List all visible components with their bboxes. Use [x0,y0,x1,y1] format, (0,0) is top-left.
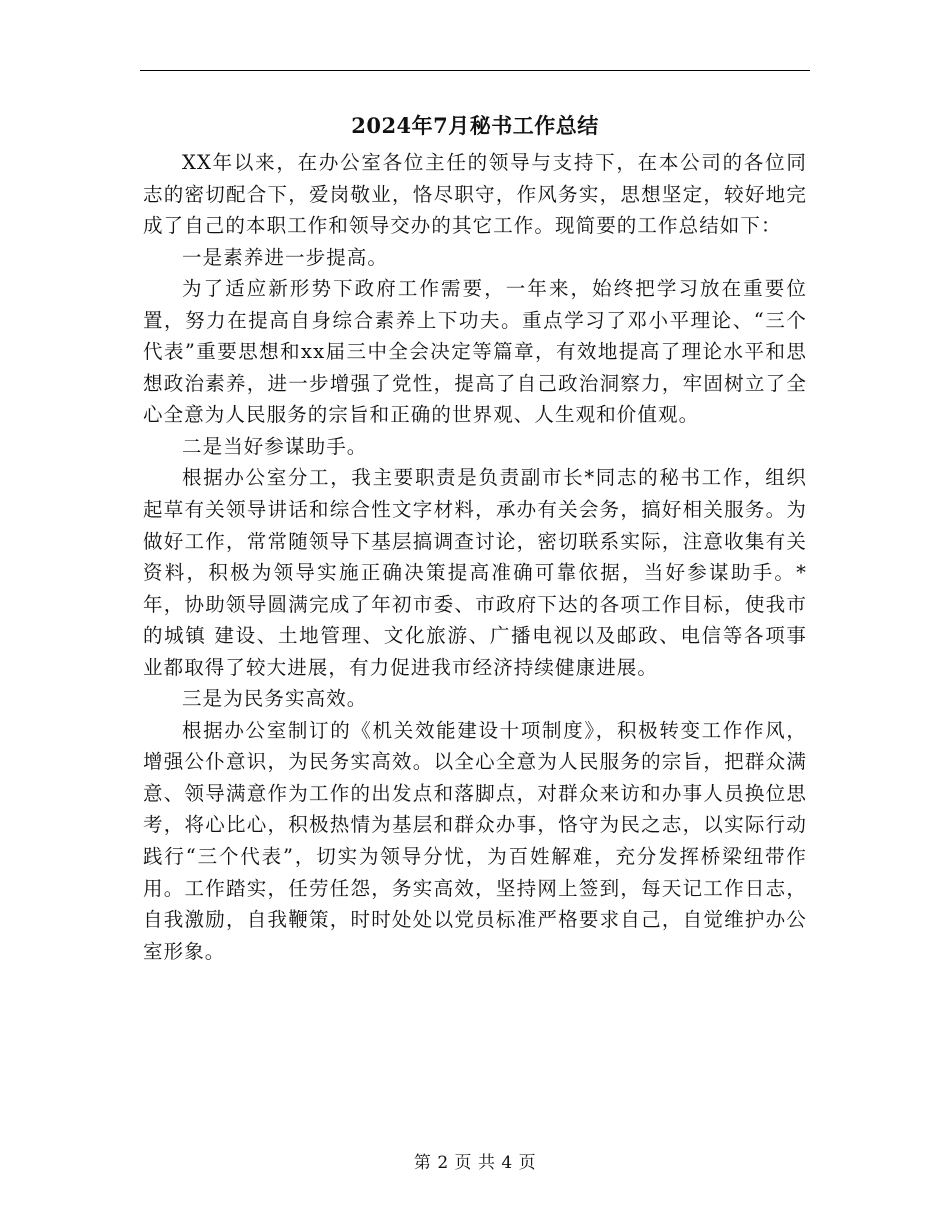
document-body [143,147,807,967]
section-heading: 一是素养进一步提高。 [182,245,389,269]
header-rule [140,70,810,71]
body-paragraph: 根据办公室制订的《机关效能建设十项制度》，积极转变工作作风，增强公仆意识，为民务实高效。以全心全意为人民服务的宗旨，把群众满意、领导满意作为工作的出发点和落脚点，对群众来访和办事人员换位思考，将心比心，积极热情为基层和群众办事，恪守为民之志，以实际行动践行“三个代表”，切实为领导分忧，为百姓解难，充分发挥桥梁纽带作用。工作踏实，任劳任怨，务实高效，坚持网上签到，每天记工作日志，自我激励，自我鞭策，时时处处以党员标准严格要求自己，自觉维护办公室形象。 [143,718,807,963]
document-title: 2024年7月秘书工作总结 [351,113,599,138]
body-paragraph: 为了适应新形势下政府工作需要，一年来，始终把学习放在重要位置，努力在提高自身综合素养上下功夫。重点学习了邓小平理论、“三个代表”重要思想和xx届三中全会决定等篇章，有效地提高了理论水平和思想政治素养，进一步增强了党性，提高了自己政治洞察力，牢固树立了全心全意为人民服务的宗旨和正确的世界观、人生观和价值观。 [143,277,807,427]
section-heading: 三是为民务实高效。 [182,687,368,711]
section-heading: 二是当好参谋助手。 [182,434,368,458]
body-paragraph: XX年以来，在办公室各位主任的领导与支持下，在本公司的各位同志的密切配合下，爱岗敬业，恪尽职守，作风务实，思想坚定，较好地完成了自己的本职工作和领导交办的其它工作。现简要的工作总结如下： [143,151,807,238]
body-paragraph: 根据办公室分工，我主要职责是负责副市长*同志的秘书工作，组织起草有关领导讲话和综合性文字材料，承办有关会务，搞好相关服务。为做好工作，常常随领导下基层搞调查讨论，密切联系实际，注意收集有关资料，积极为领导实施正确决策提高准确可靠依据，当好参谋助手。*年，协助领导圆满完成了年初市委、市政府下达的各项工作目标，使我市的城镇 建设、土地管理、文化旅游、广播电视以及邮政、电信等各项事业都取得了较大进展，有力促进我市经济持续健康进展。 [143,466,807,679]
page-number-footer: 第 2 页 共 4 页 [413,1153,537,1173]
